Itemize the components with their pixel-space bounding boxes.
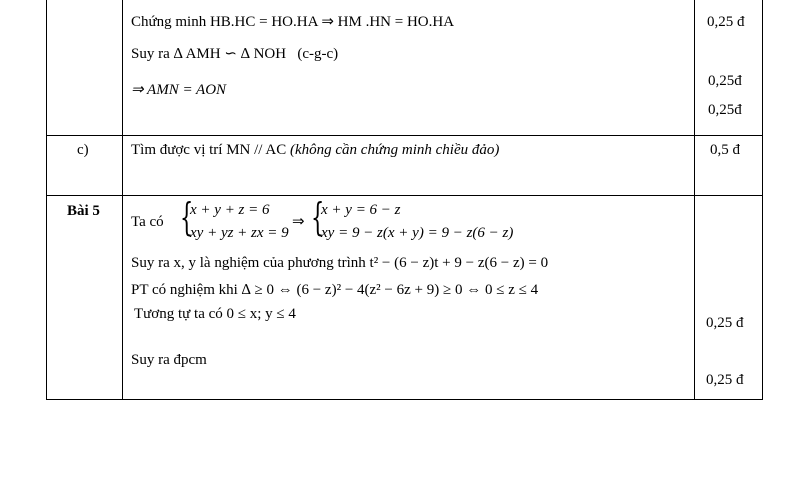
proof-line-2 bbox=[131, 45, 338, 63]
system-brace-left: { bbox=[180, 195, 194, 239]
column-divider-label bbox=[122, 0, 123, 400]
score-b-3: 0,25đ bbox=[708, 102, 742, 118]
score-bai5-2: 0,25 đ bbox=[706, 372, 744, 388]
system-1-line-2: xy + yz + zx = 9 bbox=[190, 225, 289, 241]
bai5-intro: Ta có bbox=[131, 214, 164, 230]
system-brace-right: { bbox=[311, 195, 325, 239]
row-c-label: c) bbox=[77, 142, 89, 158]
implies-arrow: ⇒ bbox=[292, 214, 305, 230]
table-right-border bbox=[762, 0, 763, 400]
bai5-line-4: Tương tự ta có 0 ≤ x; y ≤ 4 bbox=[134, 306, 296, 322]
score-bai5-1: 0,25 đ bbox=[706, 315, 744, 331]
table-left-border bbox=[46, 0, 47, 400]
row-c-text bbox=[131, 141, 499, 159]
proof-line-2-text: Suy ra ∆ AMH ∽ ∆ NOH bbox=[131, 46, 287, 62]
score-b-1: 0,25 đ bbox=[707, 14, 745, 30]
proof-line-2-note: (c-g-c) bbox=[297, 46, 339, 62]
row-c-text-plain: Tìm được vị trí MN // AC bbox=[131, 142, 287, 158]
score-b-2: 0,25đ bbox=[708, 73, 742, 89]
proof-line-3-text: ⇒ AMN = AON bbox=[131, 82, 227, 98]
bai5-line-5: Suy ra đpcm bbox=[131, 352, 207, 368]
bai5-label: Bài 5 bbox=[67, 203, 100, 219]
system-2-line-2: xy = 9 − z(x + y) = 9 − z(6 − z) bbox=[321, 225, 514, 241]
proof-line-1 bbox=[131, 13, 454, 31]
system-1-line-1: x + y + z = 6 bbox=[190, 202, 270, 218]
row-divider-top-bai5 bbox=[46, 195, 763, 196]
row-divider-top-c bbox=[46, 135, 763, 136]
bai5-line-3: PT có nghiệm khi ∆ ≥ 0 ⇔ (6 − z)² − 4(z² − 6z + 9) ≥ 0 ⇔ 0 ≤ z ≤ 4 bbox=[131, 282, 539, 298]
row-c-text-italic: (không cần chứng minh chiều đảo) bbox=[289, 142, 500, 158]
proof-line-3 bbox=[131, 81, 226, 99]
system-2-line-1: x + y = 6 − z bbox=[321, 202, 401, 218]
proof-line-1-text: Chứng minh HB.HC = HO.HA ⇒ HM .HN = HO.HA bbox=[131, 14, 455, 30]
score-c: 0,5 đ bbox=[710, 142, 740, 158]
column-divider-score bbox=[694, 0, 695, 400]
table-bottom-border bbox=[46, 399, 763, 400]
bai5-line-2: Suy ra x, y là nghiệm của phương trình t² − (6 − z)t + 9 − z(6 − z) = 0 bbox=[131, 255, 549, 271]
